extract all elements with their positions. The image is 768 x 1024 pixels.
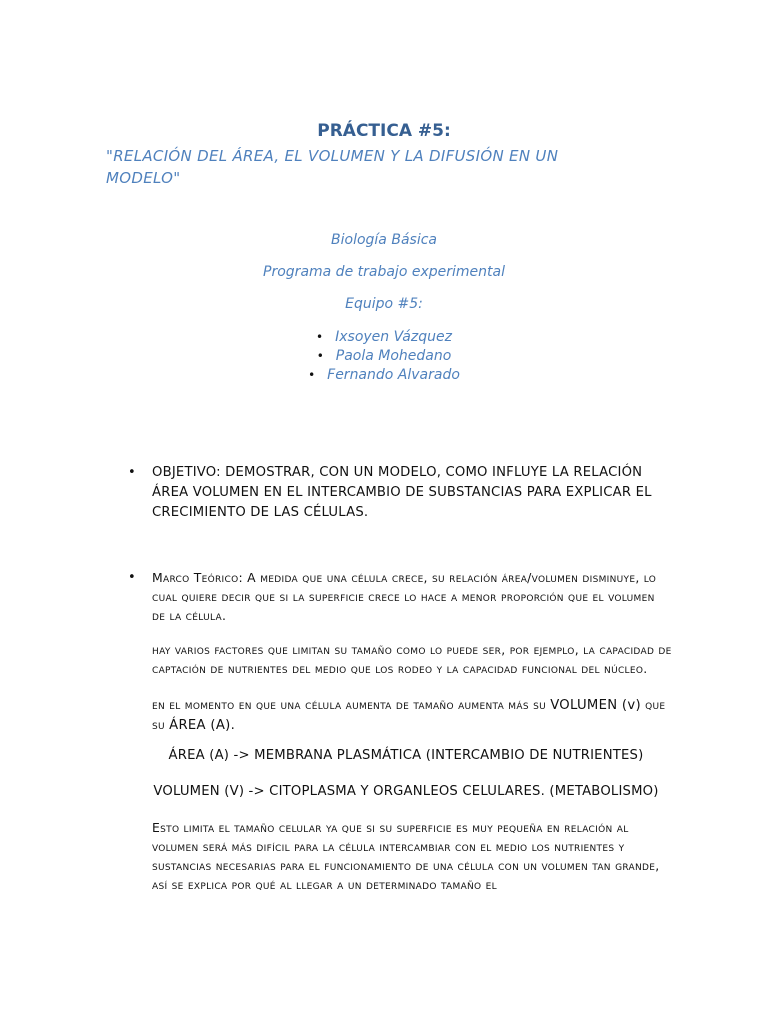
team-member: • Fernando Alvarado (308, 367, 460, 383)
volumen-term: VOLUMEN (v) (550, 698, 641, 713)
program-name: Programa de trabajo experimental (263, 264, 505, 280)
bullet-icon: • (316, 330, 324, 344)
team-members-list (0, 328, 768, 385)
relation-volumen: VOLUMEN (V) -> CITOPLASMA Y ORGANLEOS CELULARES. (METABOLISMO) (153, 784, 659, 799)
conclusion-paragraph: Esto limita el tamaño celular ya que si su superficie es muy pequeña en relación al volumen será más difícil para la célula intercambiar con el medio los nutrientes y sustancias necesarias para el funcionamiento de una célula con un volumen tan grande, así se explica por qué al llegar a un determinado tamaño el (152, 820, 660, 892)
course-name: Biología Básica (331, 232, 437, 248)
team-label: Equipo #5: (345, 296, 423, 312)
bullet-icon: • (128, 465, 136, 480)
factors-paragraph: hay varios factores que limitan su tamaño como lo puede ser, por ejemplo, la capacidad de captación de nutrientes del medio que los rodeo y la capacidad funcional del núcleo. (152, 642, 672, 676)
objective-text: OBJETIVO: DEMOSTRAR, CON UN MODELO, COMO INFLUYE LA RELACIÓN ÁREA VOLUMEN EN EL INTERCAMBIO DE SUBSTANCIAS PARA EXPLICAR EL CRECIMIENTO DE LAS CÉLULAS. (152, 465, 652, 520)
bullet-icon: • (316, 349, 324, 363)
practice-subtitle: "RELACIÓN DEL ÁREA, EL VOLUMEN Y LA DIFUSIÓN EN UN MODELO" (106, 147, 559, 187)
team-member: • Ixsoyen Vázquez (316, 329, 452, 345)
growth-paragraph: en el momento en que una célula aumenta de tamaño aumenta más su VOLUMEN (v) que su ÁREA (A). (152, 697, 666, 733)
bullet-icon: • (128, 570, 136, 585)
bullet-icon: • (308, 368, 316, 382)
team-member: • Paola Mohedano (316, 348, 452, 364)
area-term: ÁREA (A). (169, 718, 236, 733)
marco-teorico-paragraph: Marco Teórico: A medida que una célula crece, su relación área/volumen disminuye, lo cual quiere decir que si la superficie crece lo hace a menor proporción que el volumen de la célula. (152, 570, 657, 623)
relation-area: ÁREA (A) -> MEMBRANA PLASMÁTICA (INTERCAMBIO DE NUTRIENTES) (168, 748, 644, 763)
practice-title: PRÁCTICA #5: (317, 121, 451, 141)
